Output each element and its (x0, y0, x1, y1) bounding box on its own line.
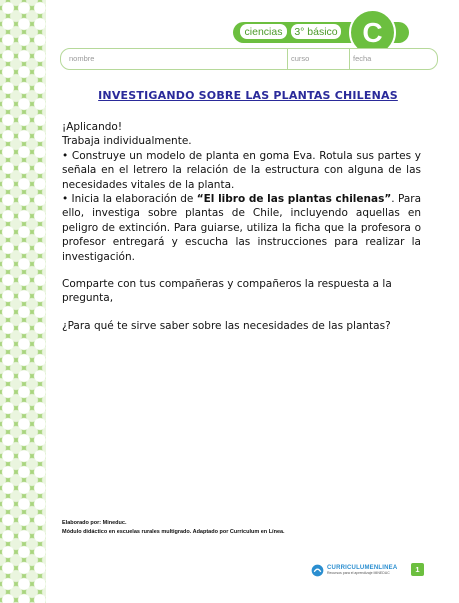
subject-label: ciencias (240, 24, 287, 39)
level-label: 3° básico (291, 24, 341, 39)
credits (62, 519, 322, 537)
side-dot-pattern (0, 0, 48, 603)
info-divider (349, 49, 350, 69)
question: ¿Para qué te sirve saber sobre las necesidades de las plantas? (62, 319, 391, 332)
logo-tagline: Recursos para el aprendizaje MINEDUC (327, 571, 390, 575)
bullet-text: . Para ello, investiga sobre plantas de Chile, incluyendo aquellas en peligro de extinción. Para guiarse, utiliza la ficha que la profesora o profesor entregará y escucha las instrucciones para realizar la investigación. (62, 193, 421, 263)
subject-badge: C (349, 9, 396, 56)
logo-name: CURRICULUMENLINEA (327, 565, 398, 571)
bullet-item: • Construye un modelo de planta en goma Eva. Rotula sus partes y señala en el letrero la relación de la estructura con alguna de las necesidades vitales de la planta. (62, 149, 421, 191)
share-instruction: Comparte con tus compañeras y compañeros la respuesta a la pregunta, (62, 278, 392, 305)
credit-line: Módulo didáctico en escuelas rurales multigrado. Adaptado por Curriculum en Línea. (62, 529, 285, 535)
book-title: “El libro de las plantas chilenas” (196, 193, 392, 206)
credit-line: Elaborado por: Mineduc. (62, 520, 127, 526)
logo-icon (311, 564, 324, 577)
curriculum-logo (311, 562, 403, 578)
info-divider (287, 49, 288, 69)
activity-body (62, 120, 421, 333)
bullet-text: • Inicia la elaboración de (62, 193, 197, 206)
date-label: fecha (353, 54, 372, 63)
section-heading: ¡Aplicando! (62, 121, 123, 133)
student-info-bar (60, 48, 438, 70)
section-subheading: Trabaja individualmente. (62, 135, 192, 148)
bullet-item (62, 192, 421, 264)
name-label: nombre (69, 54, 95, 63)
course-label: curso (291, 54, 310, 63)
page-title: INVESTIGANDO SOBRE LAS PLANTAS CHILENAS (98, 89, 398, 102)
page-number: 1 (411, 563, 424, 576)
